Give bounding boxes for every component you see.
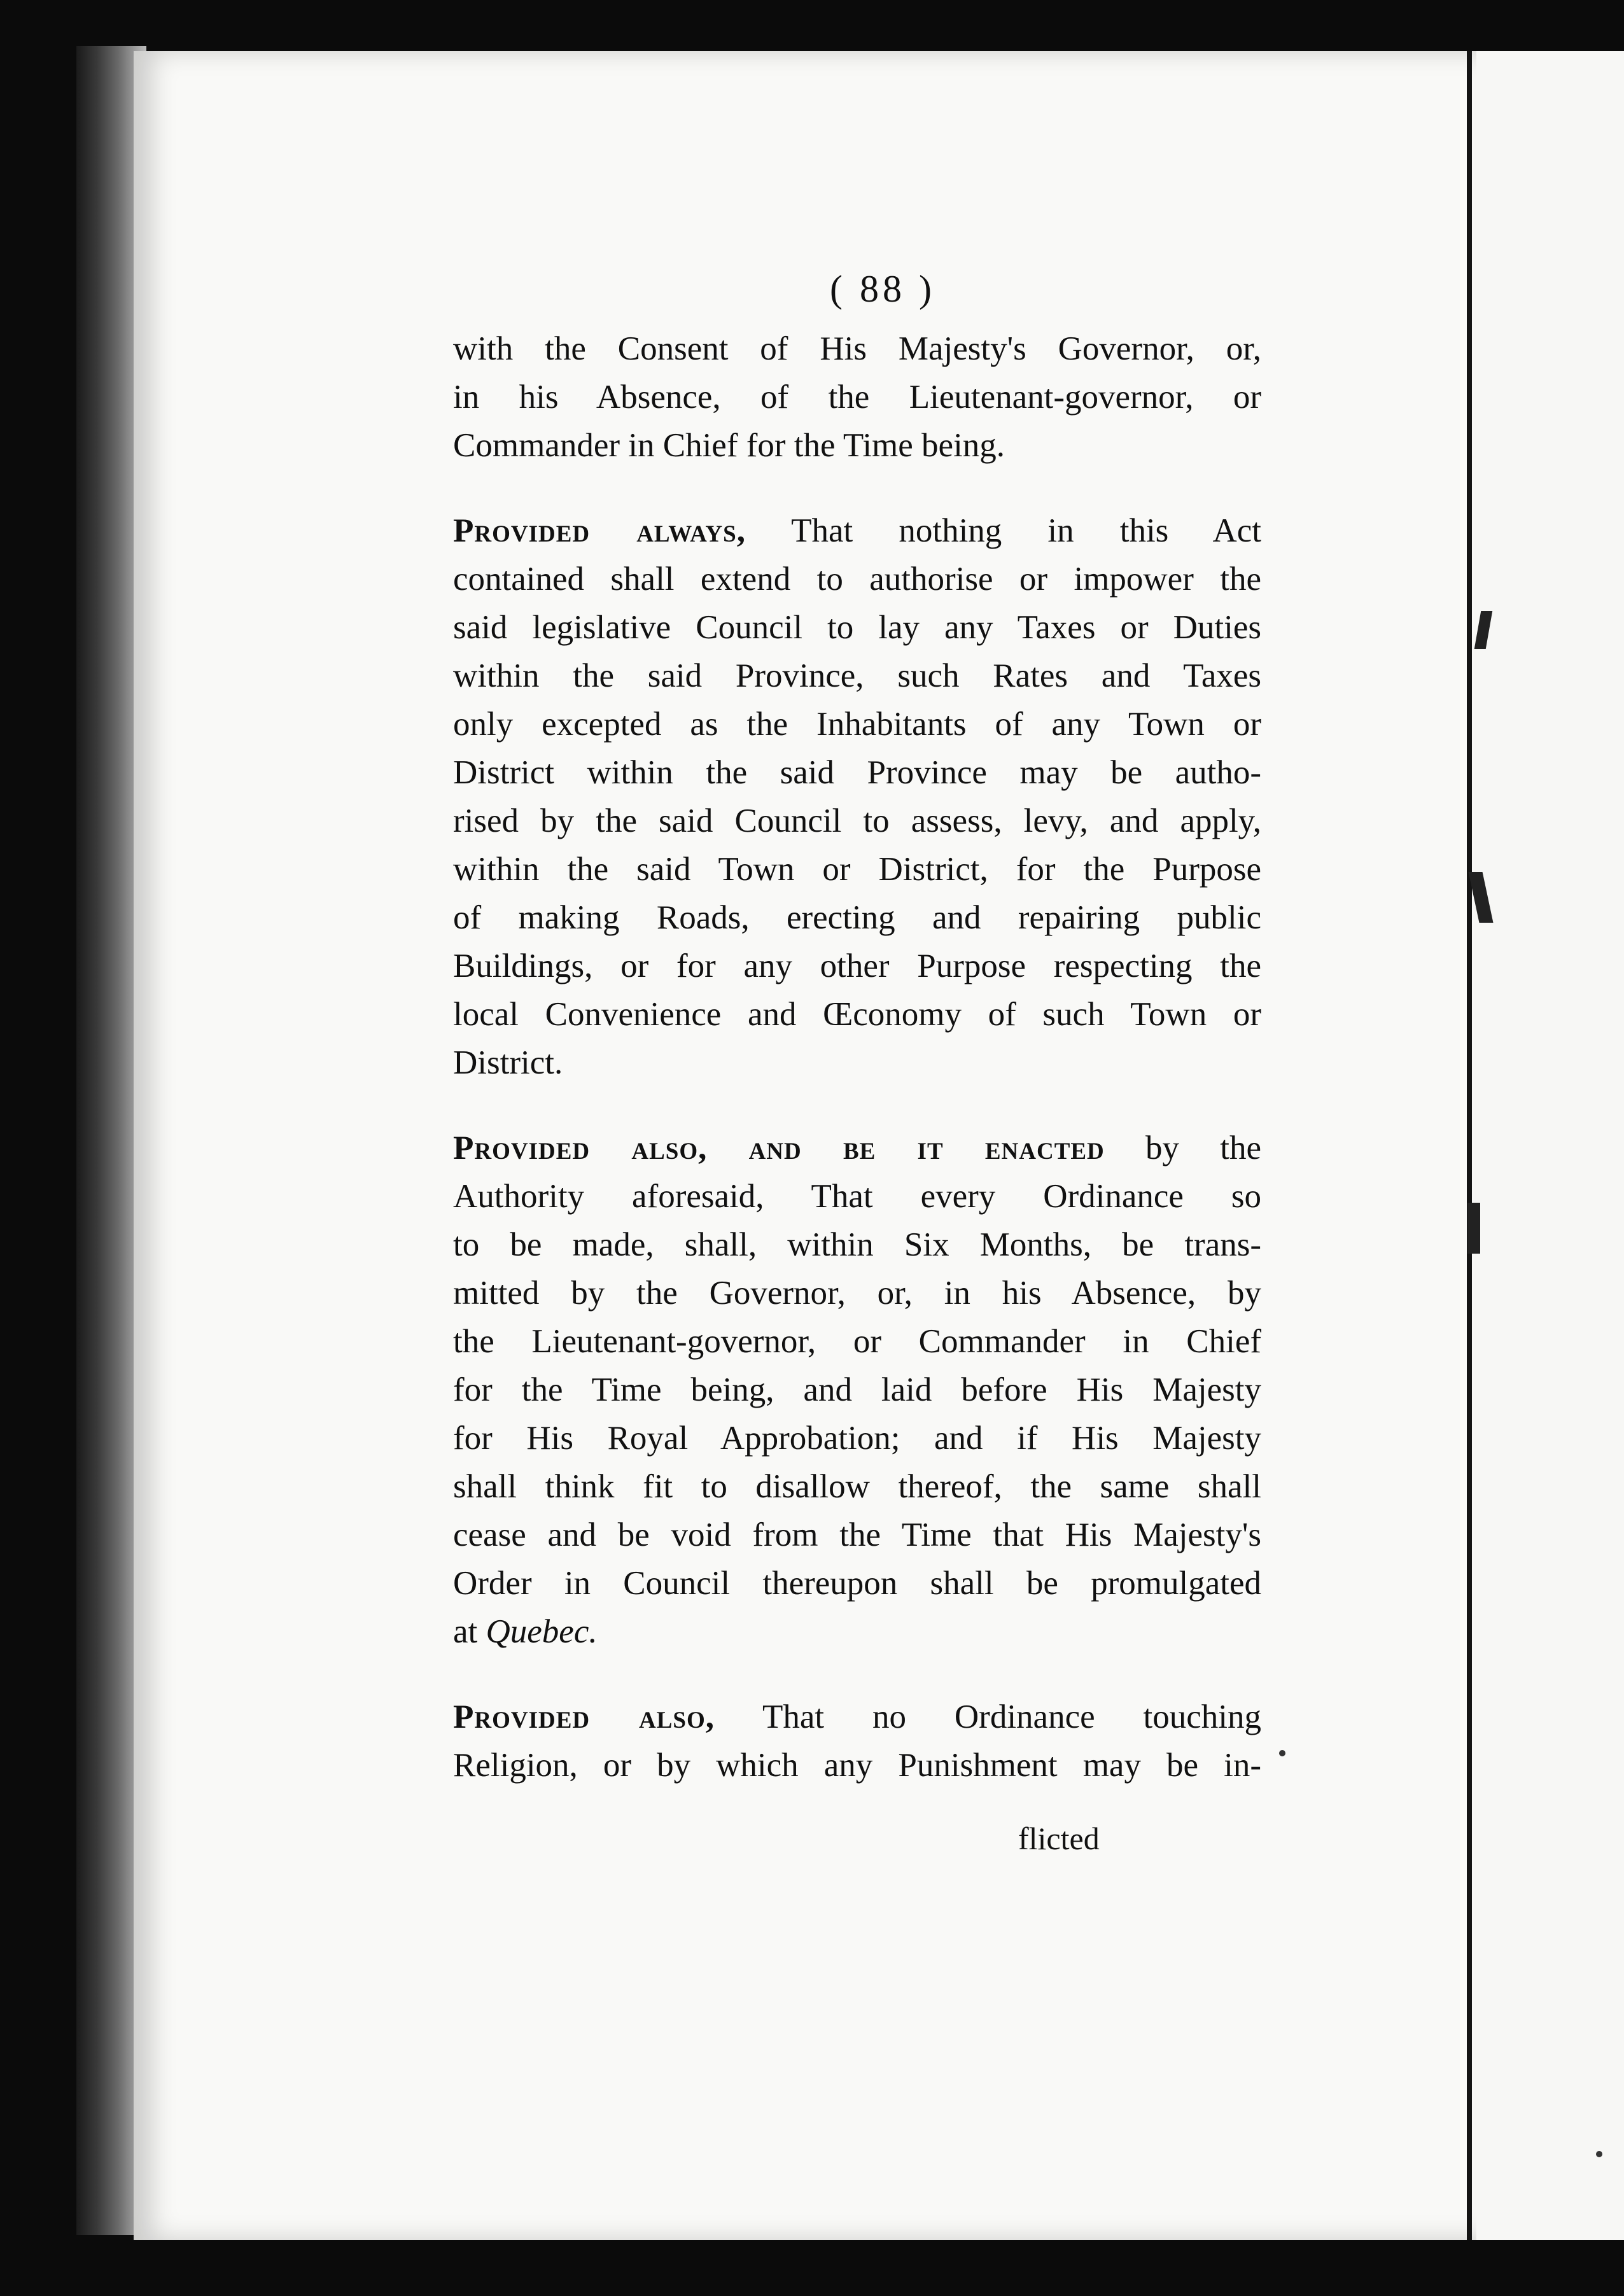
- text-run: by the: [1145, 1130, 1262, 1166]
- page-number: ( 88 ): [830, 268, 935, 310]
- text-line: contained shall extend to authorise or impower the: [453, 561, 1261, 598]
- text-line: District within the said Province may be autho-: [453, 754, 1261, 791]
- text-line: Order in Council thereupon shall be promulgated: [453, 1565, 1261, 1602]
- text-line: Buildings, or for any other Purpose respecting the: [453, 948, 1261, 984]
- paragraph-2: [453, 507, 1261, 1087]
- text-line: Religion, or by which any Punishment may be in-: [453, 1747, 1261, 1784]
- text-line: Commander in Chief for the Time being.: [453, 427, 1005, 464]
- text-line: [453, 1693, 1261, 1741]
- text-line: the Lieutenant-governor, or Commander in Chief: [453, 1323, 1261, 1360]
- catchword: flicted: [1018, 1821, 1100, 1856]
- paragraph-4: [453, 1693, 1261, 1789]
- text-line: shall think fit to disallow thereof, the same shall: [453, 1468, 1261, 1505]
- text-line: cease and be void from the Time that His Majesty's: [453, 1516, 1261, 1553]
- text-line: in his Absence, of the Lieutenant-governor, or: [453, 379, 1261, 416]
- text-line: within the said Town or District, for the Purpose: [453, 851, 1261, 888]
- text-line: mitted by the Governor, or, in his Absence, by: [453, 1275, 1261, 1312]
- text-line: [453, 1607, 1261, 1656]
- text-line: District.: [453, 1044, 563, 1081]
- paragraph-3: [453, 1124, 1261, 1656]
- text-line: for the Time being, and laid before His Majesty: [453, 1371, 1261, 1408]
- text-line: within the said Province, such Rates and Taxes: [453, 657, 1261, 694]
- text-line: rised by the said Council to assess, levy, and apply,: [453, 802, 1261, 839]
- text-run: That no Ordinance touching: [762, 1698, 1262, 1735]
- ink-speck: [1596, 2151, 1602, 2157]
- text-line: Authority aforesaid, That every Ordinance so: [453, 1178, 1261, 1215]
- lead-in: Provided always,: [453, 512, 746, 549]
- text-line: only excepted as the Inhabitants of any Town or: [453, 706, 1261, 743]
- text-line: said legislative Council to lay any Taxes or Duties: [453, 609, 1261, 646]
- text-line: to be made, shall, within Six Months, be trans-: [453, 1226, 1261, 1263]
- text-run: at: [453, 1613, 478, 1650]
- text-line: [453, 507, 1261, 555]
- text-run: That nothing in this Act: [791, 512, 1261, 549]
- text-line: for His Royal Approbation; and if His Majesty: [453, 1420, 1261, 1457]
- text-line: [453, 1124, 1261, 1172]
- paragraph-1: [453, 325, 1261, 470]
- bleed-through-mark: [1467, 1203, 1480, 1254]
- gutter-line: [1467, 51, 1472, 2240]
- facing-page-edge: [1476, 51, 1624, 2240]
- text-line: of making Roads, erecting and repairing public: [453, 899, 1261, 936]
- text-line: with the Consent of His Majesty's Governor, or,: [453, 330, 1261, 367]
- text-line: local Convenience and Œconomy of such Town or: [453, 996, 1261, 1033]
- body-text: [453, 267, 1261, 1789]
- lead-in: Provided also, and be it enacted: [453, 1130, 1105, 1166]
- ink-speck: [1279, 1750, 1285, 1756]
- lead-in: Provided also,: [453, 1698, 715, 1735]
- place-name: Quebec.: [486, 1613, 598, 1650]
